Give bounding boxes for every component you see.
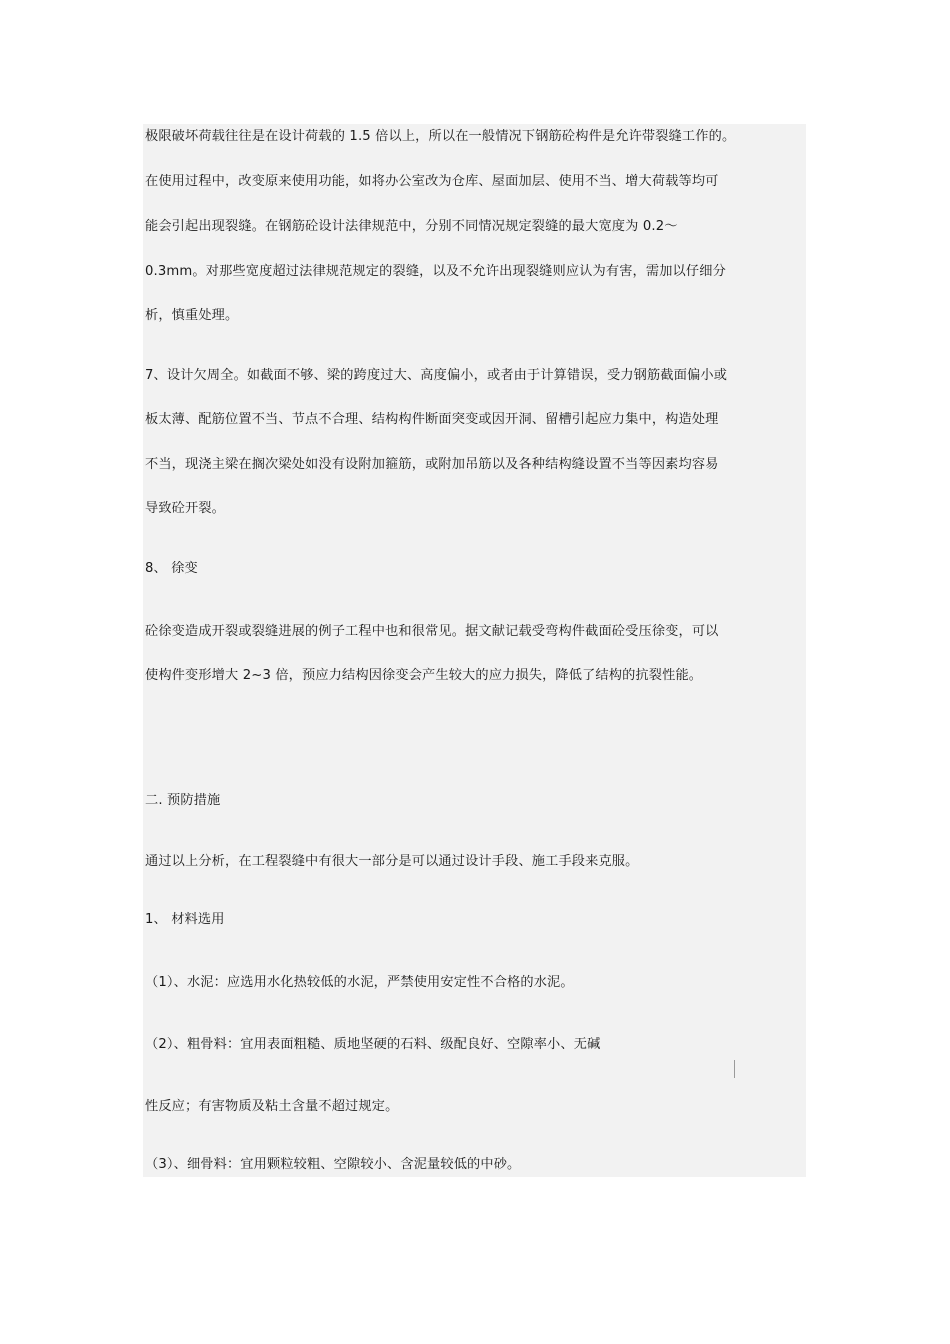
paragraph-line: 能会引起出现裂缝。在钢筋砼设计法律规范中，分别不同情况规定裂缝的最大宽度为 0.2～ xyxy=(145,219,678,234)
paragraph-line: 极限破坏荷载往往是在设计荷载的 1.5 倍以上，所以在一般情况下钢筋砼构件是允许带裂缝工作的。 xyxy=(145,129,736,144)
paragraph-line: 析，慎重处理。 xyxy=(145,308,239,323)
paragraph-line: 不当，现浇主梁在搁次梁处如没有设附加箍筋，或附加吊筋以及各种结构缝设置不当等因素均容易 xyxy=(145,457,719,472)
text-cursor-mark xyxy=(734,1060,735,1078)
paragraph-line: 砼徐变造成开裂或裂缝进展的例子工程中也和很常见。据文献记载受弯构件截面砼受压徐变，可以 xyxy=(145,624,719,639)
paragraph-line: 板太薄、配筋位置不当、节点不合理、结构构件断面突变或因开洞、留槽引起应力集中，构造处理 xyxy=(145,412,719,427)
paragraph-line: 0.3mm。对那些宽度超过法律规范规定的裂缝，以及不允许出现裂缝则应认为有害，需加以仔细分 xyxy=(145,264,726,279)
paragraph-line: 性反应；有害物质及粘土含量不超过规定。 xyxy=(145,1099,399,1114)
list-item: （3）、细骨料：宜用颗粒较粗、空隙较小、含泥量较低的中砂。 xyxy=(145,1157,521,1172)
paragraph-line: 使构件变形增大 2~3 倍，预应力结构因徐变会产生较大的应力损失，降低了结构的抗裂性能。 xyxy=(145,668,703,683)
paragraph-line: 通过以上分析，在工程裂缝中有很大一部分是可以通过设计手段、施工手段来克服。 xyxy=(145,854,639,869)
section-heading: 8、 徐变 xyxy=(145,561,198,576)
paragraph-line: 在使用过程中，改变原来使用功能，如将办公室改为仓库、屋面加层、使用不当、增大荷载等均可 xyxy=(145,174,719,189)
paragraph-line: 7、设计欠周全。如截面不够、梁的跨度过大、高度偏小，或者由于计算错误，受力钢筋截面偏小或 xyxy=(145,368,728,383)
section-heading: 二. 预防措施 xyxy=(145,793,221,808)
list-item: （2）、粗骨料：宜用表面粗糙、质地坚硬的石料、级配良好、空隙率小、无碱 xyxy=(145,1037,601,1052)
section-heading: 1、 材料选用 xyxy=(145,912,225,927)
paragraph-line: 导致砼开裂。 xyxy=(145,501,226,516)
list-item: （1）、水泥：应选用水化热较低的水泥，严禁使用安定性不合格的水泥。 xyxy=(145,975,574,990)
